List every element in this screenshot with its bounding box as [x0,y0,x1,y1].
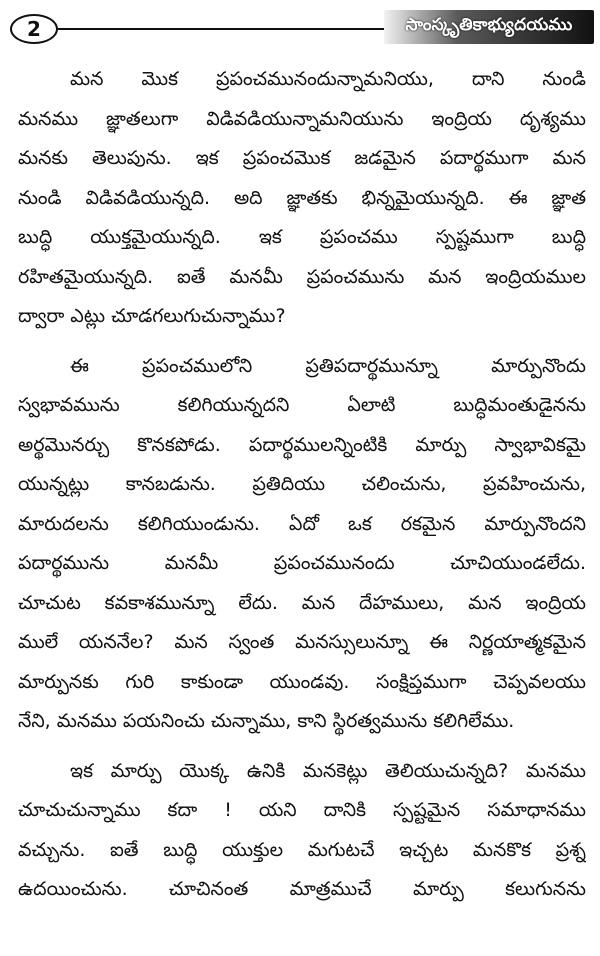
text-line: రహితమైయున్నది. ఐతే మనమీ ప్రపంచమును మన ఇంద్రియముల [18,265,586,288]
text-line: స్వభావమును కలిగియున్నదని ఏలాటి బుద్ధిమంతుడైనను [18,394,586,416]
paragraph-gap [18,337,586,347]
header-rule [58,28,390,30]
running-title-banner [384,10,594,44]
paragraph-1 [18,60,586,337]
text-line: ద్వారా ఎట్లు చూడగలుగుచున్నాము? [18,305,286,327]
text-line: మనము జ్ఞాతలుగా విడివడియున్నామనియును ఇంద్రియ దృశ్యము [18,107,586,130]
text-line: యున్నట్లు కానబడును. ప్రతిదియు చలించును, ప్రవహించును, [18,473,586,495]
page-header [0,0,600,58]
text-line: నేని, మనము పయనించు చున్నాము, కాని స్థిరత్వమును కలిగిలేము. [18,710,515,732]
text-line: మన మొక ప్రపంచమునందున్నామనియు, దాని నుండి [70,68,586,90]
page-body [18,60,586,910]
text-line: మార్పునకు గురి కాకుండా యుండవు. సంక్షిప్తముగా చెప్పవలయు [18,670,586,693]
text-line: బుద్ధి యుక్తమైయున్నది. ఇక ప్రపంచము స్పష్టముగా బుద్ధి [18,226,586,248]
text-line: ఈ ప్రపంచములోని ప్రతిపదార్థమున్నూ మార్పునొందు [70,354,586,377]
text-line: పదార్థమును మనమీ ప్రపంచమునందు చూచియుండలేదు. [18,552,586,574]
text-line: ఉదయించును. చూచినంత మాత్రముచే మార్పు కలుగునను [18,878,586,900]
running-title: సాంస్కృతికాభ్యుదయము [405,15,573,35]
paragraph-gap [18,742,586,752]
text-line: ఇక మార్పు యొక్క ఉనికి మనకెట్లు తెలియుచున్నది? మనము [70,759,586,782]
paragraph-3 [18,752,586,910]
text-line: వచ్చును. ఐతే బుద్ధి యుక్తుల మగుటచే ఇచ్చట మనకొక ప్రశ్న [18,838,586,861]
text-line: ములే యననేల? మన స్వంత మనస్సులున్నూ ఈ నిర్ణయాత్మకమైన [18,631,586,653]
page-number: 2 [10,14,58,44]
text-line: అర్థమొనర్చు కొనకపోడు. పదార్థములన్నింటికి మార్పు స్వాభావికమై [18,433,586,456]
text-line: నుండి విడివడియున్నది. అది జ్ఞాతకు భిన్నమైయున్నది. ఈ జ్ఞాత [18,186,586,209]
text-line: మనకు తెలుపును. ఇక ప్రపంచమొక జడమైన పదార్థముగా మన [18,147,586,169]
text-line: మారుదలను కలిగియుండును. ఏదో ఒక రకమైన మార్పునొందని [18,512,586,535]
text-line: చూచుట కవకాశమున్నూ లేదు. మన దేహములు, మన ఇంద్రియ [18,591,586,614]
paragraph-2 [18,347,586,742]
text-line: చూచుచున్నాము కదా ! యని దానికి స్పష్టమైన సమాధానము [18,799,586,821]
